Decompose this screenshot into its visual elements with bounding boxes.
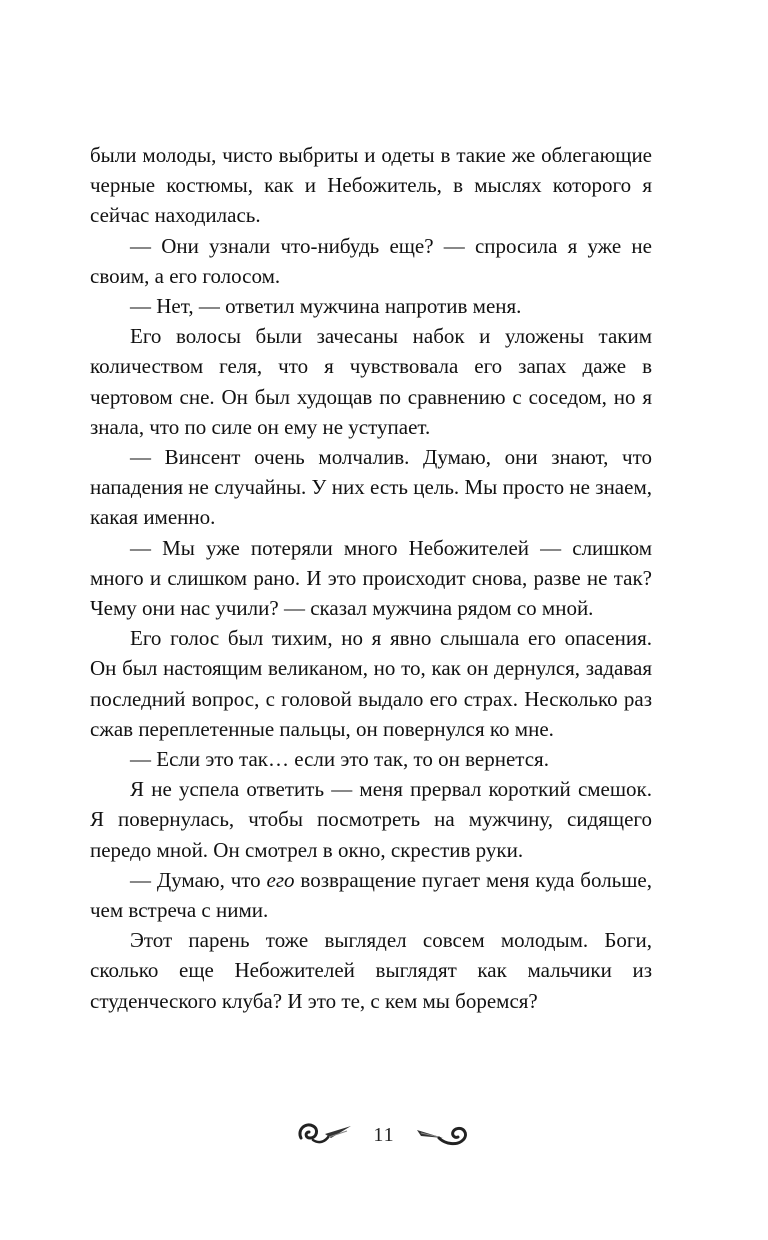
paragraph-11: Этот парень тоже выглядел совсем молодым. Боги, сколько еще Небожителей выглядят как мальчики из студенческого клуба? И это те, с кем мы боремся? xyxy=(90,928,652,1013)
paragraph-10-dialog xyxy=(90,865,652,925)
paragraph-10-after: возвращение пугает меня куда больше, чем встреча с ними. xyxy=(90,867,652,923)
page-footer xyxy=(0,1110,768,1160)
swirl-ornament-left-icon xyxy=(295,1118,355,1152)
swirl-ornament-right-icon xyxy=(413,1118,473,1152)
paragraph-2-dialog: — Они узнали что-нибудь еще? — спросила я уже не своим, а его голосом. xyxy=(90,233,652,288)
paragraph-10-before: — Думаю, что xyxy=(130,867,267,892)
paragraph-8-dialog: — Если это так… если это так, то он вернется. xyxy=(130,747,549,772)
paragraph-6-dialog: — Мы уже потеряли много Небожителей — слишком много и слишком рано. И это происходит снова, разве не так? Чему они нас учили? — сказал мужчина рядом со мной. xyxy=(90,535,652,621)
paragraph-4: Его волосы были зачесаны набок и уложены таким количеством геля, что я чувствовала его запах даже в чертовом сне. Он был худощав по сравнению с соседом, но я знала, что по силе он ему не уступает. xyxy=(90,324,652,439)
paragraph-7: Его голос был тихим, но я явно слышала его опасения. Он был настоящим великаном, но то, как он дернулся, задавая последний вопрос, с головой выдало его страх. Несколько раз сжав переплетенные пальцы, он повернулся ко мне. xyxy=(90,626,652,741)
paragraph-5-dialog: — Винсент очень молчалив. Думаю, они знают, что нападения не случайны. У них есть цель. Мы просто не знаем, какая именно. xyxy=(90,445,652,530)
paragraph-1: были молоды, чисто выбриты и одеты в такие же облегающие черные костюмы, как и Небожитель, в мыслях которого я сейчас находилась. xyxy=(90,143,652,228)
paragraph-10-emphasis: его xyxy=(266,867,295,892)
book-page-text xyxy=(90,140,652,1016)
page-number: 11 xyxy=(373,1123,395,1146)
paragraph-9: Я не успела ответить — меня прервал короткий смешок. Я повернулась, чтобы посмотреть на мужчину, сидящего передо мной. Он смотрел в окно, скрестив руки. xyxy=(90,777,652,862)
paragraph-3-dialog: — Нет, — ответил мужчина напротив меня. xyxy=(130,294,522,319)
